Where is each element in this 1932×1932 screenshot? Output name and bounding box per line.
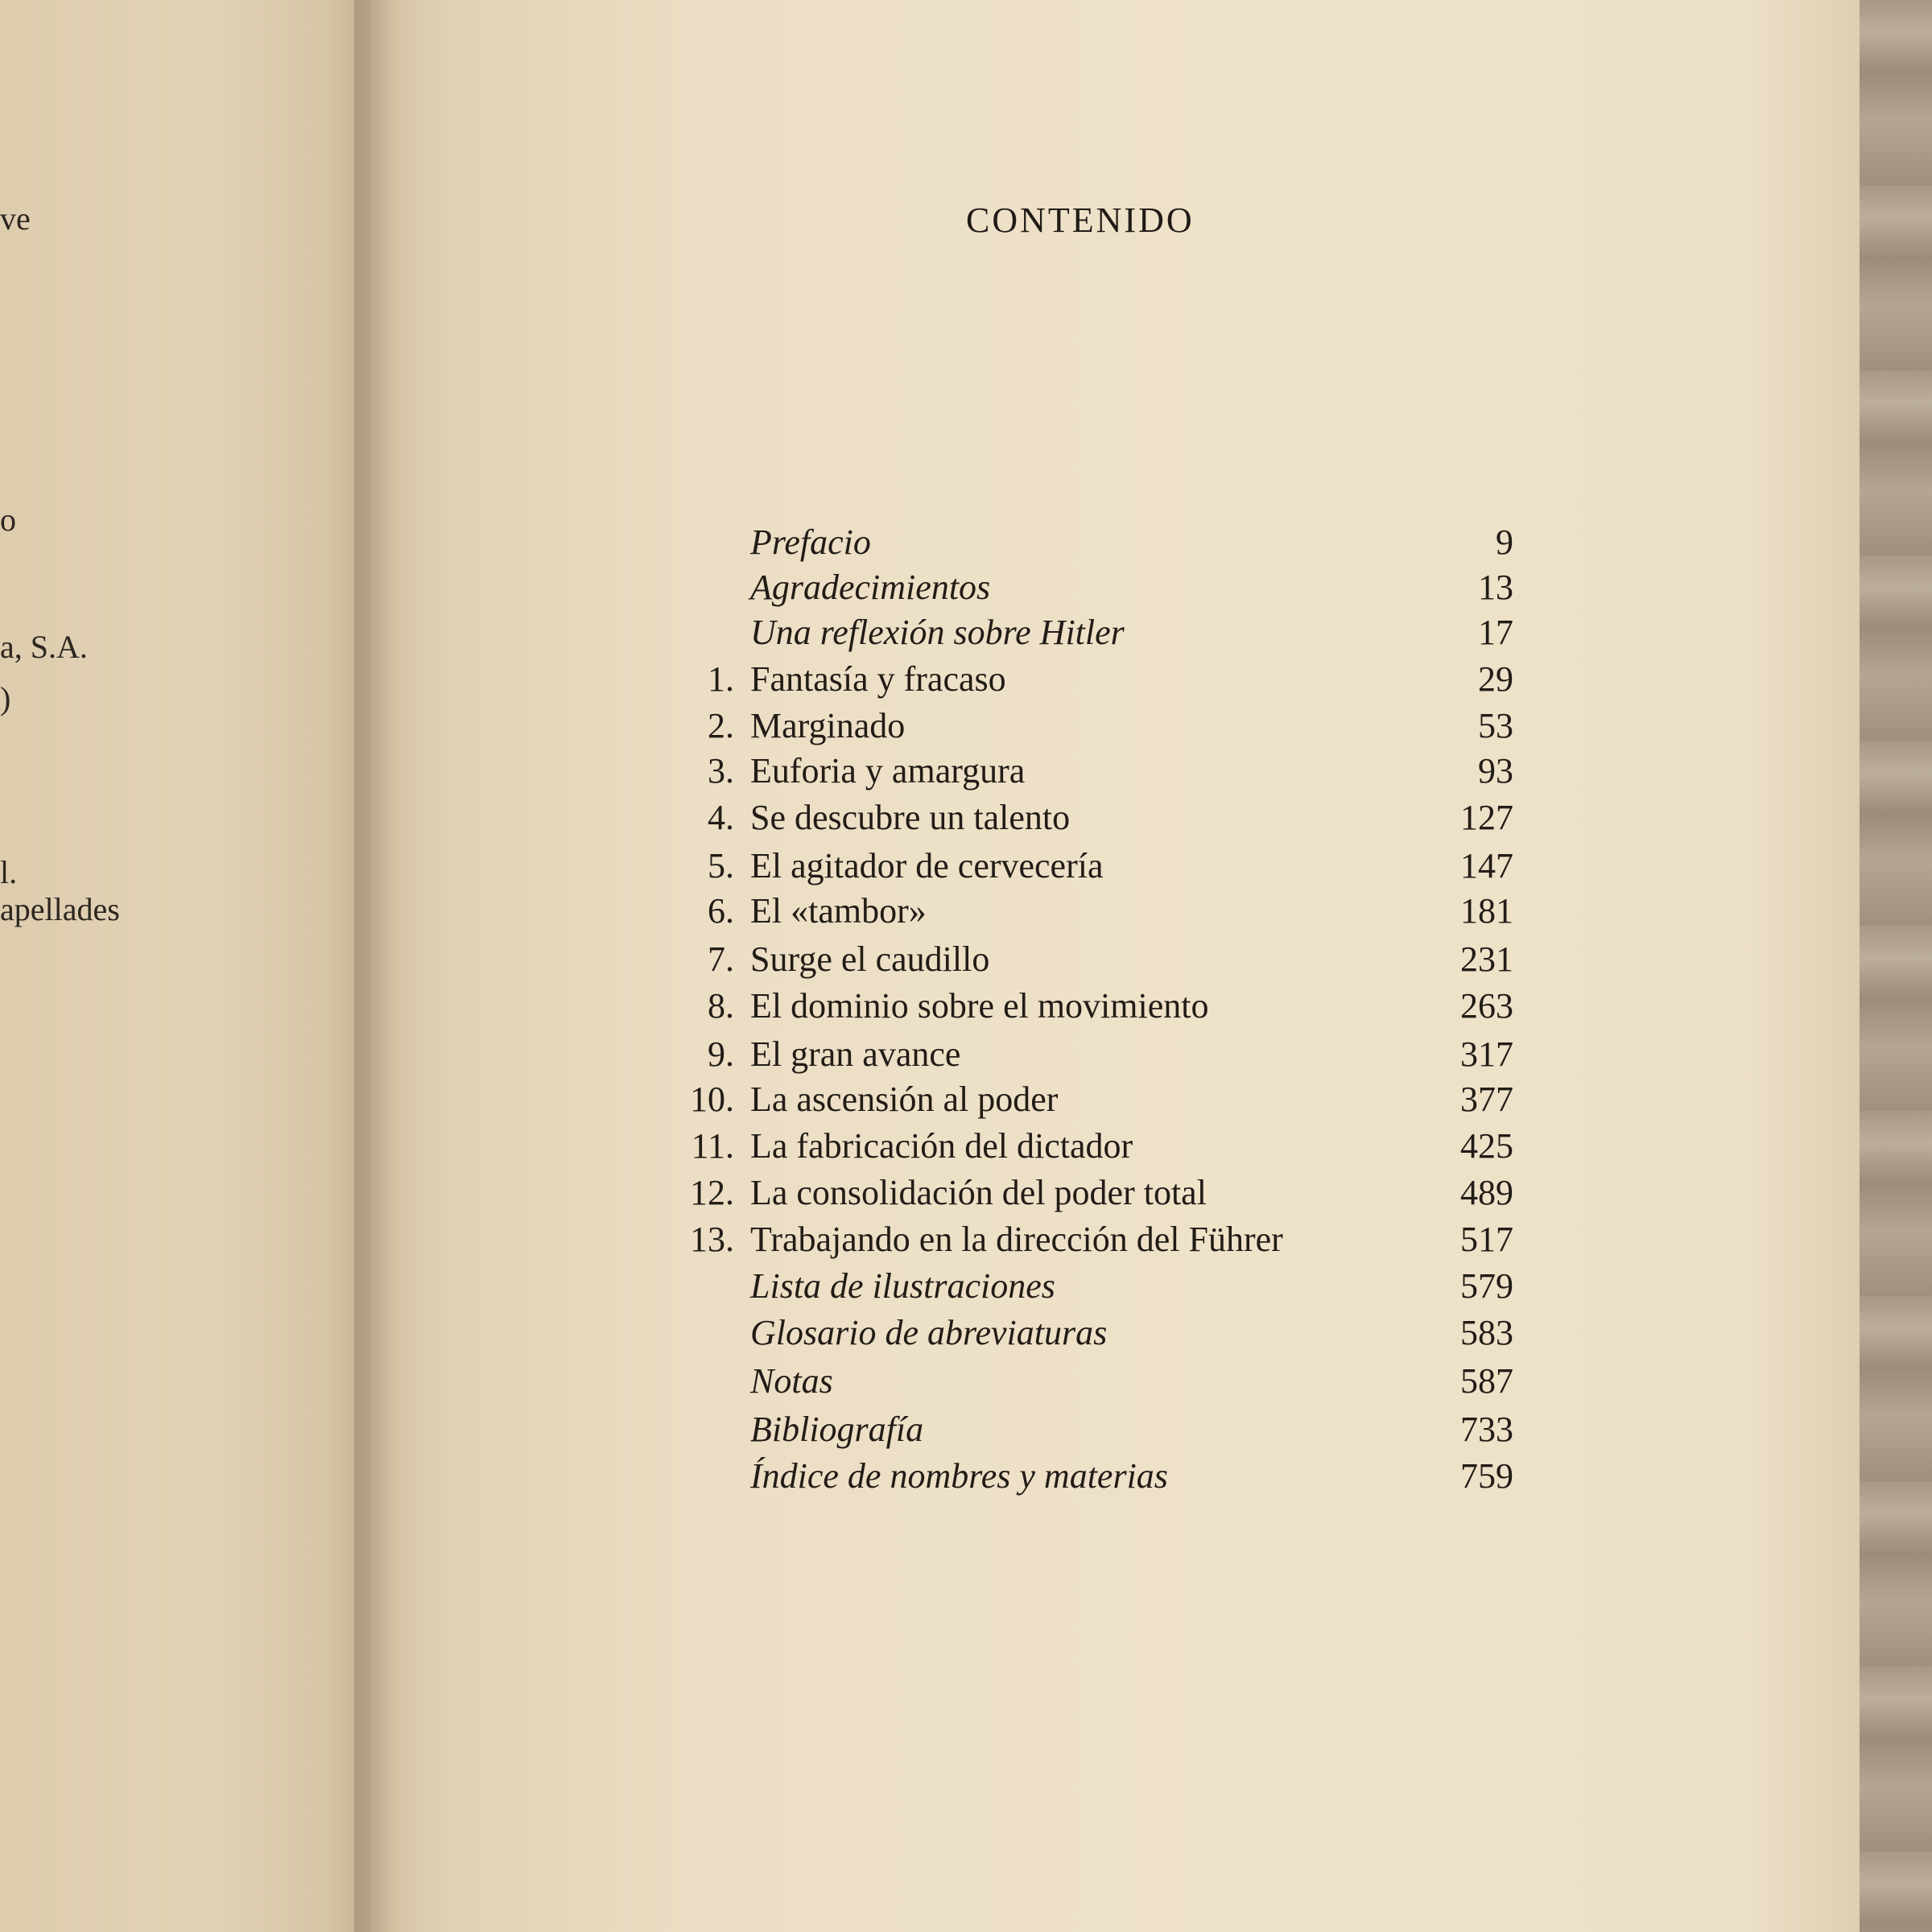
toc-entry-number: 6. bbox=[708, 891, 734, 931]
toc-entry-page: 489 bbox=[1460, 1173, 1513, 1212]
toc-entry bbox=[660, 705, 1513, 753]
toc-entry-title: El dominio sobre el movimiento bbox=[750, 986, 1209, 1026]
toc-entry bbox=[660, 1265, 1513, 1314]
toc-entry-title: Prefacio bbox=[750, 522, 871, 562]
toc-entry-number: 8. bbox=[708, 986, 734, 1026]
toc-entry bbox=[660, 1455, 1513, 1504]
toc-entry-page: 759 bbox=[1460, 1456, 1513, 1496]
toc-entry bbox=[660, 1312, 1513, 1360]
toc-entry bbox=[660, 890, 1513, 939]
toc-entry-page: 53 bbox=[1478, 706, 1513, 745]
toc-entry-page: 317 bbox=[1460, 1034, 1513, 1074]
toc-entry bbox=[660, 985, 1513, 1034]
toc-entry-number: 10. bbox=[690, 1080, 734, 1119]
toc-entry bbox=[660, 1409, 1513, 1457]
toc-entry bbox=[660, 1172, 1513, 1220]
toc-entry-page: 29 bbox=[1478, 659, 1513, 699]
toc-entry-page: 517 bbox=[1460, 1220, 1513, 1259]
toc-entry-number: 4. bbox=[708, 798, 734, 837]
contents-title: CONTENIDO bbox=[966, 200, 1195, 240]
book-gutter bbox=[354, 0, 394, 1932]
left-page-text-fragment: o bbox=[0, 502, 16, 538]
toc-entry-title: La fabricación del dictador bbox=[750, 1126, 1133, 1166]
toc-entry bbox=[660, 845, 1513, 894]
left-page-text-fragment: apellades bbox=[0, 891, 120, 927]
toc-entry-title: Se descubre un talento bbox=[750, 798, 1071, 837]
toc-entry-page: 181 bbox=[1460, 891, 1513, 931]
toc-entry-page: 377 bbox=[1460, 1080, 1513, 1119]
toc-entry bbox=[660, 1125, 1513, 1174]
toc-entry-title: Índice de nombres y materias bbox=[750, 1456, 1168, 1496]
toc-entry bbox=[660, 658, 1513, 707]
toc-entry-title: La consolidación del poder total bbox=[750, 1173, 1207, 1212]
toc-entry-title: Glosario de abreviaturas bbox=[750, 1313, 1108, 1352]
toc-entry-title: Notas bbox=[750, 1361, 833, 1401]
toc-entry-title: El gran avance bbox=[750, 1034, 961, 1074]
toc-entry-page: 733 bbox=[1460, 1410, 1513, 1449]
toc-entry-page: 127 bbox=[1460, 798, 1513, 837]
toc-entry-page: 9 bbox=[1496, 522, 1513, 562]
toc-entry-number: 2. bbox=[708, 706, 734, 745]
left-page-text-fragment: ) bbox=[0, 680, 11, 716]
toc-entry-title: Marginado bbox=[750, 706, 906, 745]
toc-entry bbox=[660, 750, 1513, 799]
toc-entry-title: Surge el caudillo bbox=[750, 939, 990, 979]
toc-entry bbox=[660, 522, 1513, 570]
toc-entry-page: 17 bbox=[1478, 613, 1513, 652]
toc-entry-page: 93 bbox=[1478, 751, 1513, 791]
toc-entry-number: 13. bbox=[690, 1220, 734, 1259]
toc-entry-number: 5. bbox=[708, 846, 734, 886]
toc-entry-title: Bibliografía bbox=[750, 1410, 924, 1449]
toc-entry-number: 9. bbox=[708, 1034, 734, 1074]
toc-entry-number: 12. bbox=[690, 1173, 734, 1212]
toc-entry-title: La ascensión al poder bbox=[750, 1080, 1059, 1119]
toc-entry-title: El «tambor» bbox=[750, 891, 927, 931]
toc-entry-title: Lista de ilustraciones bbox=[750, 1266, 1055, 1306]
toc-entry-page: 13 bbox=[1478, 568, 1513, 607]
toc-entry bbox=[660, 1079, 1513, 1127]
toc-entry-number: 1. bbox=[708, 659, 734, 699]
toc-entry-page: 425 bbox=[1460, 1126, 1513, 1166]
toc-entry-title: Fantasía y fracaso bbox=[750, 659, 1006, 699]
toc-entry-title: Agradecimientos bbox=[750, 568, 991, 607]
toc-entry bbox=[660, 1219, 1513, 1267]
toc-entry-title: Euforia y amargura bbox=[750, 751, 1026, 791]
toc-entry-number: 11. bbox=[691, 1126, 734, 1166]
left-page-text-fragment: l. bbox=[0, 854, 18, 890]
toc-entry bbox=[660, 1360, 1513, 1409]
toc-entry bbox=[660, 1034, 1513, 1082]
left-page-text-fragment: ve bbox=[0, 200, 31, 237]
toc-entry-page: 587 bbox=[1460, 1361, 1513, 1401]
toc-entry-number: 3. bbox=[708, 751, 734, 791]
toc-entry-title: Trabajando en la dirección del Führer bbox=[750, 1220, 1283, 1259]
toc-entry bbox=[660, 612, 1513, 660]
left-page bbox=[0, 0, 370, 1932]
toc-entry-page: 147 bbox=[1460, 846, 1513, 886]
toc-entry-page: 583 bbox=[1460, 1313, 1513, 1352]
toc-entry-page: 579 bbox=[1460, 1266, 1513, 1306]
toc-entry-title: El agitador de cervecería bbox=[750, 846, 1104, 886]
toc-entry-page: 263 bbox=[1460, 986, 1513, 1026]
toc-entry bbox=[660, 939, 1513, 987]
toc-entry bbox=[660, 567, 1513, 615]
toc-entry-title: Una reflexión sobre Hitler bbox=[750, 613, 1125, 652]
toc-entry-page: 231 bbox=[1460, 939, 1513, 979]
toc-entry-number: 7. bbox=[708, 939, 734, 979]
toc-entry bbox=[660, 797, 1513, 845]
left-page-text-fragment: a, S.A. bbox=[0, 629, 88, 665]
